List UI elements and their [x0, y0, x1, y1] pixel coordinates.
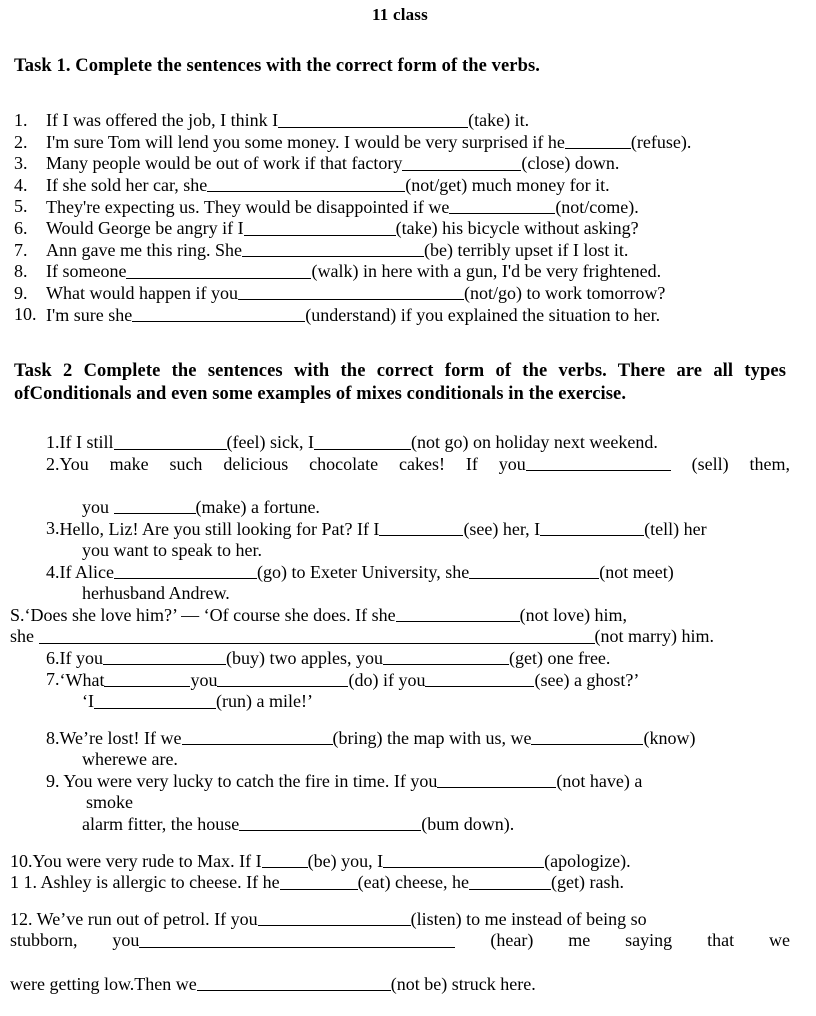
question-item — [10, 175, 790, 197]
sentence-text: (sell) them, — [670, 453, 790, 474]
question-line — [46, 454, 790, 497]
sentence-text: wherewe are. — [82, 749, 178, 770]
sentence-text: (get) one free. — [508, 647, 611, 668]
sentence-text: You were very rude to Max. If I — [32, 850, 262, 871]
question-item — [10, 304, 790, 326]
question-body — [46, 153, 619, 173]
sentence-text: (know) — [643, 727, 696, 748]
question-body — [33, 851, 631, 871]
question-item — [10, 562, 790, 605]
answer-blank[interactable] — [379, 518, 463, 536]
sentence-text: (get) rash. — [551, 872, 624, 893]
spacer — [10, 836, 790, 851]
question-line — [46, 540, 790, 562]
sentence-text: Many people would be out of work if that factory — [46, 153, 403, 174]
answer-blank[interactable] — [396, 605, 520, 623]
page-title: 11 class — [372, 5, 428, 24]
question-line — [46, 771, 790, 793]
question-body — [10, 626, 714, 646]
question-body — [82, 691, 313, 711]
sentence-text: (refuse). — [630, 131, 692, 152]
sentence-text: (apologize). — [544, 850, 631, 871]
sentence-text: ‘Does she love him?’ — ‘Of course she does. If she — [24, 604, 396, 625]
sentence-text: (tell) her — [644, 518, 707, 539]
sentence-text: Hello, Liz! Are you still looking for Pat? If I — [59, 518, 380, 539]
answer-blank[interactable] — [565, 132, 631, 150]
question-item — [10, 728, 790, 771]
question-item — [10, 669, 790, 712]
task1-question-list — [10, 110, 790, 326]
question-line — [46, 691, 790, 713]
question-line — [10, 872, 790, 894]
question-body — [10, 930, 790, 950]
answer-blank[interactable] — [114, 432, 227, 450]
sentence-text: They're expecting us. They would be disappointed if we — [46, 196, 450, 217]
question-item — [10, 432, 790, 454]
sentence-text: Ashley is allergic to cheese. If he — [37, 872, 280, 893]
question-item — [10, 851, 790, 873]
question-line — [10, 605, 790, 627]
question-line — [46, 792, 790, 814]
question-number: 8. — [14, 261, 28, 282]
task2-question-list — [10, 432, 790, 995]
question-body — [82, 540, 262, 560]
sentence-text: If she sold her car, she — [46, 174, 208, 195]
answer-blank[interactable] — [242, 240, 424, 258]
answer-blank[interactable] — [217, 669, 348, 687]
question-item — [10, 605, 790, 648]
question-body — [60, 648, 611, 668]
sentence-text: You were very lucky to catch the fire in time. If you — [59, 770, 438, 791]
task1-heading: Task 1. Complete the sentences with the correct form of the verbs. — [14, 56, 541, 76]
question-line — [46, 497, 790, 519]
sentence-text: (run) a mile!’ — [216, 691, 313, 712]
question-body — [46, 283, 665, 303]
question-body — [46, 110, 529, 130]
question-number: 12. — [10, 908, 33, 929]
sentence-text: smoke — [86, 792, 133, 813]
answer-blank[interactable] — [238, 283, 464, 301]
task2-heading: Task 2 Complete the sentences with the correct form of the verbs. There are all types ofConditionals and even some examples of mixes conditionals in the exercise. — [14, 361, 786, 405]
answer-blank[interactable] — [314, 432, 411, 450]
document-page — [0, 5, 816, 1016]
question-item — [10, 240, 790, 262]
question-number: 3. — [46, 518, 60, 539]
answer-blank[interactable] — [239, 814, 421, 832]
question-number: 6. — [46, 647, 60, 668]
answer-blank[interactable] — [103, 648, 226, 666]
question-number: 2. — [14, 131, 28, 152]
sentence-text: (feel) sick, I — [226, 432, 314, 453]
question-body — [25, 605, 628, 625]
question-body — [60, 728, 696, 748]
sentence-text: I'm sure Tom will lend you some money. I would be very surprised if he — [46, 131, 565, 152]
sentence-text: stubborn, you — [10, 930, 140, 951]
answer-blank[interactable] — [262, 851, 308, 869]
question-body — [86, 792, 133, 812]
sentence-text: If Alice — [59, 561, 114, 582]
sentence-text: (walk) in here with a gun, I'd be very frightened. — [311, 261, 662, 282]
sentence-text: Would George be angry if I — [46, 218, 244, 239]
question-item — [10, 909, 790, 995]
answer-blank[interactable] — [437, 771, 556, 789]
sentence-text: (take) it. — [468, 110, 530, 131]
question-body — [60, 771, 643, 791]
sentence-text: If someone — [46, 261, 127, 282]
question-number: 6. — [14, 218, 28, 239]
sentence-text: (buy) two apples, you — [226, 647, 383, 668]
sentence-text: ‘What — [59, 669, 105, 690]
question-body — [60, 562, 674, 582]
question-number: 7. — [14, 239, 28, 260]
answer-blank[interactable] — [449, 196, 555, 214]
question-item — [10, 218, 790, 240]
question-number: 1 1. — [10, 872, 37, 893]
sentence-text: (be) you, I — [307, 850, 384, 871]
sentence-text: Ann gave me this ring. She — [46, 239, 242, 260]
sentence-text: If I still — [59, 432, 114, 453]
sentence-text: (not love) him, — [519, 604, 628, 625]
question-line — [46, 648, 790, 670]
answer-blank[interactable] — [182, 728, 333, 746]
sentence-text: If you — [59, 647, 103, 668]
task1-heading-container — [10, 55, 790, 78]
question-number: 4. — [46, 561, 60, 582]
sentence-text: she — [10, 626, 39, 647]
sentence-text: herhusband Andrew. — [82, 583, 230, 604]
question-line — [10, 626, 790, 648]
question-body — [82, 583, 230, 603]
sentence-text: (do) if you — [348, 669, 426, 690]
sentence-text: (see) a ghost?’ — [534, 669, 640, 690]
sentence-text: (not/come). — [555, 196, 639, 217]
question-item — [10, 132, 790, 154]
answer-blank[interactable] — [402, 153, 521, 171]
sentence-text: (bring) the map with us, we — [332, 727, 532, 748]
answer-blank[interactable] — [425, 669, 534, 687]
sentence-text: (hear) me saying that we — [455, 930, 790, 951]
question-number: 9. — [46, 770, 60, 791]
sentence-text: you — [82, 496, 114, 517]
question-number: 10. — [10, 850, 33, 871]
sentence-text: (not marry) him. — [594, 626, 714, 647]
sentence-text: (not meet) — [599, 561, 674, 582]
answer-blank[interactable] — [244, 218, 396, 236]
answer-blank[interactable] — [39, 626, 595, 644]
question-number: 1. — [14, 110, 28, 130]
answer-blank[interactable] — [104, 669, 190, 687]
question-number: 5. — [14, 196, 28, 217]
question-number: 1. — [46, 432, 60, 453]
question-line — [10, 851, 790, 873]
question-number: 3. — [14, 153, 28, 174]
question-item — [10, 261, 790, 283]
sentence-text: We’re lost! If we — [59, 727, 182, 748]
question-line — [46, 814, 790, 836]
question-body — [37, 872, 624, 892]
question-line — [46, 749, 790, 771]
question-body — [82, 814, 514, 834]
sentence-text: If I was offered the job, I think I — [46, 110, 279, 131]
question-line — [10, 973, 790, 995]
question-number: 8. — [46, 727, 60, 748]
question-item — [10, 648, 790, 670]
question-line — [46, 583, 790, 605]
question-body — [46, 132, 691, 152]
sentence-text: you want to speak to her. — [82, 540, 262, 561]
task2-heading-container — [10, 360, 790, 406]
question-body — [60, 432, 658, 452]
sentence-text: (not/get) much money for it. — [405, 174, 610, 195]
sentence-text: ‘I — [82, 691, 94, 712]
answer-blank[interactable] — [469, 872, 551, 890]
sentence-text: We’ve run out of petrol. If you — [32, 908, 258, 929]
question-body — [46, 240, 628, 260]
answer-blank[interactable] — [126, 261, 311, 279]
sentence-text: I'm sure she — [46, 304, 133, 325]
answer-blank[interactable] — [383, 851, 544, 869]
question-number: 7. — [46, 669, 60, 690]
answer-blank[interactable] — [258, 909, 411, 927]
question-body — [82, 749, 178, 769]
question-number: 2. — [46, 453, 60, 474]
answer-blank[interactable] — [139, 930, 455, 948]
sentence-text: (eat) cheese, he — [357, 872, 470, 893]
sentence-text: (bum down). — [421, 814, 515, 835]
answer-blank[interactable] — [526, 454, 671, 472]
sentence-text: alarm fitter, the house — [82, 814, 240, 835]
sentence-text: (understand) if you explained the situation to her. — [305, 304, 661, 325]
answer-blank[interactable] — [132, 304, 305, 322]
question-body — [33, 909, 647, 929]
answer-blank[interactable] — [278, 110, 468, 128]
answer-blank[interactable] — [94, 691, 216, 709]
question-body — [82, 497, 320, 517]
question-line — [46, 669, 790, 691]
question-body — [46, 218, 639, 238]
question-item — [10, 153, 790, 175]
answer-blank[interactable] — [531, 728, 643, 746]
sentence-text: (make) a fortune. — [195, 496, 320, 517]
question-number: S. — [10, 604, 25, 625]
question-number: 9. — [14, 282, 28, 303]
question-line — [46, 562, 790, 584]
question-body — [10, 974, 536, 994]
question-body — [60, 454, 791, 474]
question-item — [10, 196, 790, 218]
answer-blank[interactable] — [197, 973, 391, 991]
answer-blank[interactable] — [540, 518, 644, 536]
spacer — [10, 713, 790, 728]
question-number: 4. — [14, 174, 28, 195]
question-body — [46, 197, 639, 217]
sentence-text: you — [190, 669, 218, 690]
answer-blank[interactable] — [280, 872, 358, 890]
sentence-text: You make such delicious chocolate cakes! If you — [59, 453, 526, 474]
sentence-text: What would happen if you — [46, 282, 238, 303]
sentence-text: (be) terribly upset if I lost it. — [423, 239, 629, 260]
question-line — [10, 930, 790, 973]
sentence-text: (take) his bicycle without asking? — [395, 218, 639, 239]
question-line — [10, 909, 790, 931]
answer-blank[interactable] — [114, 497, 196, 515]
answer-blank[interactable] — [469, 562, 599, 580]
sentence-text: were getting low.Then we — [10, 973, 197, 994]
sentence-text: (not have) a — [556, 770, 643, 791]
question-item — [10, 872, 790, 894]
sentence-text: (not be) struck here. — [390, 973, 536, 994]
sentence-text: (not go) on holiday next weekend. — [410, 432, 658, 453]
sentence-text: (listen) to me instead of being so — [410, 908, 647, 929]
question-item — [10, 771, 790, 836]
question-body — [60, 670, 640, 690]
question-item — [10, 454, 790, 519]
question-body — [46, 305, 660, 325]
question-body — [60, 519, 707, 539]
answer-blank[interactable] — [383, 648, 509, 666]
question-line — [46, 432, 790, 454]
sentence-text: (see) her, I — [463, 518, 541, 539]
sentence-text: (not/go) to work tomorrow? — [463, 282, 666, 303]
sentence-text: (close) down. — [521, 153, 620, 174]
question-body — [46, 261, 661, 281]
question-line — [46, 728, 790, 750]
answer-blank[interactable] — [207, 175, 405, 193]
question-body — [46, 175, 610, 195]
question-item — [10, 283, 790, 305]
question-item — [10, 110, 790, 132]
sentence-text: (go) to Exeter University, she — [256, 561, 470, 582]
spacer — [10, 894, 790, 909]
question-number: 10. — [14, 304, 37, 325]
question-line — [46, 518, 790, 540]
question-item — [10, 518, 790, 561]
answer-blank[interactable] — [114, 562, 257, 580]
